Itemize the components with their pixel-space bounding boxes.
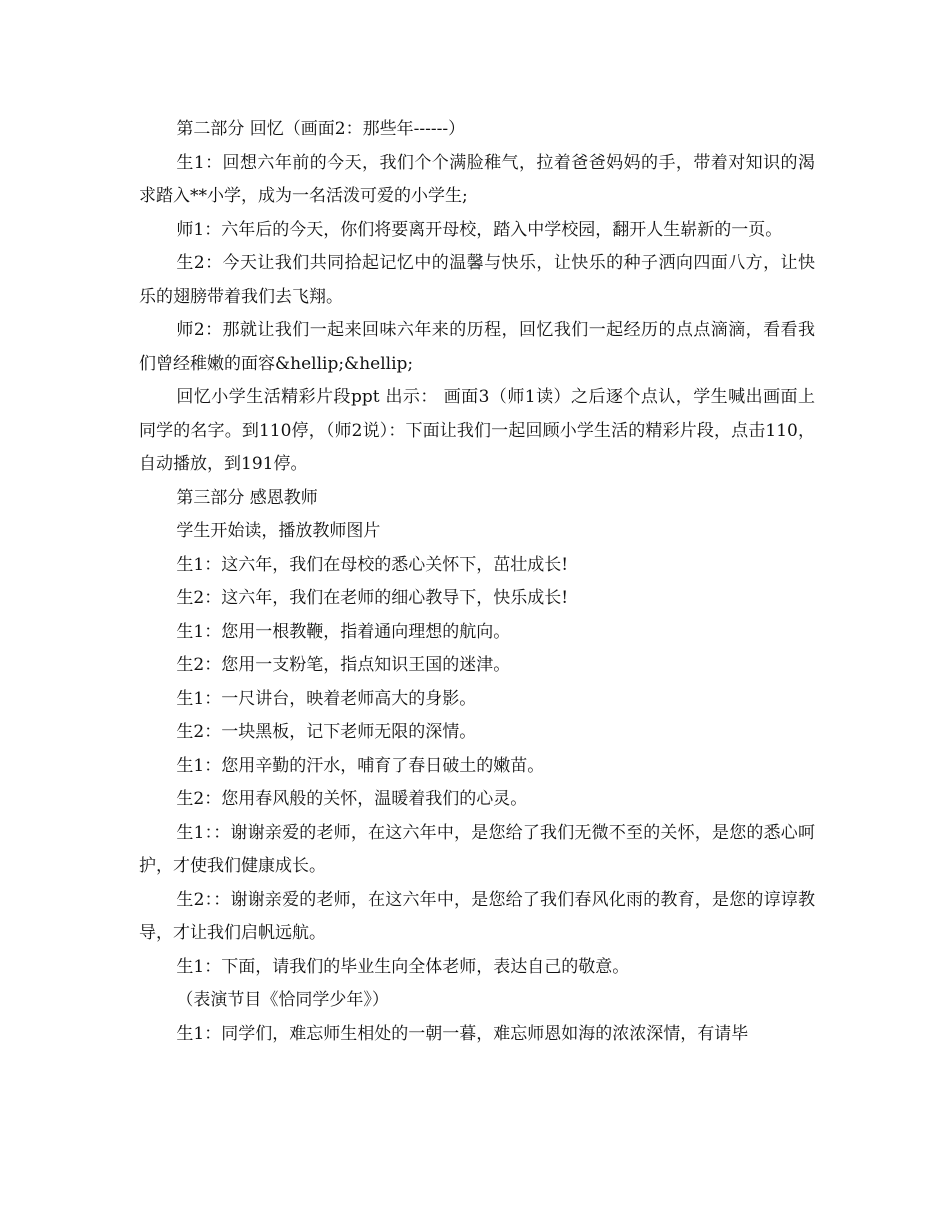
paragraph: 生1：：谢谢亲爱的老师，在这六年中，是您给了我们无微不至的关怀，是您的悉心呵护，才使我们健康成长。 <box>139 822 815 876</box>
section-heading-thanks-teacher: 第三部分 感恩教师 <box>176 487 318 508</box>
paragraph: 生1：同学们，难忘师生相处的一朝一暮，难忘师恩如海的浓浓深情，有请毕 <box>176 1023 749 1044</box>
paragraph: 生1：一尺讲台，映着老师高大的身影。 <box>176 688 477 709</box>
paragraph: 生2：今天让我们共同拾起记忆中的温馨与快乐，让快乐的种子洒向四面八方，让快乐的翅膀带着我们去飞翔。 <box>139 253 815 307</box>
paragraph: 生2：一块黑板，记下老师无限的深情。 <box>176 722 477 742</box>
paragraph: 回忆小学生活精彩片段ppt 出示： 画面3（师1读）之后逐个点认，学生喊出画面上同学的名字。到110停，（师2说）：下面让我们一起回顾小学生活的精彩片段，点击110，自动播放，到191停。 <box>139 387 815 474</box>
paragraph: 生2：：谢谢亲爱的老师，在这六年中，是您给了我们春风化雨的教育，是您的谆谆教导，才让我们启帆远航。 <box>139 889 815 943</box>
paragraph: 生2：您用一支粉笔，指点知识王国的迷津。 <box>176 655 511 675</box>
paragraph: 生1：您用辛勤的汗水，哺育了春日破土的嫩苗。 <box>176 755 545 776</box>
paragraph: 生1：这六年，我们在母校的悉心关怀下，茁壮成长! <box>176 554 569 575</box>
paragraph: 师1：六年后的今天，你们将要离开母校，踏入中学校园，翻开人生崭新的一页。 <box>176 219 783 240</box>
paragraph: 生1：您用一根教鞭，指着通向理想的航向。 <box>176 621 511 642</box>
paragraph: 生1：回想六年前的今天，我们个个满脸稚气，拉着爸爸妈妈的手，带着对知识的渴求踏入**小学，成为一名活泼可爱的小学生; <box>139 152 815 206</box>
paragraph: 生1：下面，请我们的毕业生向全体老师，表达自己的敬意。 <box>176 956 630 977</box>
paragraph: 学生开始读，播放教师图片 <box>176 521 381 541</box>
section-heading-memory: 第二部分 回忆（画面2：那些年------） <box>176 119 466 139</box>
paragraph: 师2：那就让我们一起来回味六年来的历程，回忆我们一起经历的点点滴滴，看看我们曾经稚嫩的面容&hellip;&hellip; <box>139 320 815 374</box>
paragraph: 生2：这六年，我们在老师的细心教导下，快乐成长! <box>176 588 569 608</box>
document-body <box>139 113 815 1051</box>
performance-note: （表演节目《恰同学少年》） <box>176 990 389 1010</box>
paragraph: 生2：您用春风般的关怀，温暖着我们的心灵。 <box>176 789 528 809</box>
